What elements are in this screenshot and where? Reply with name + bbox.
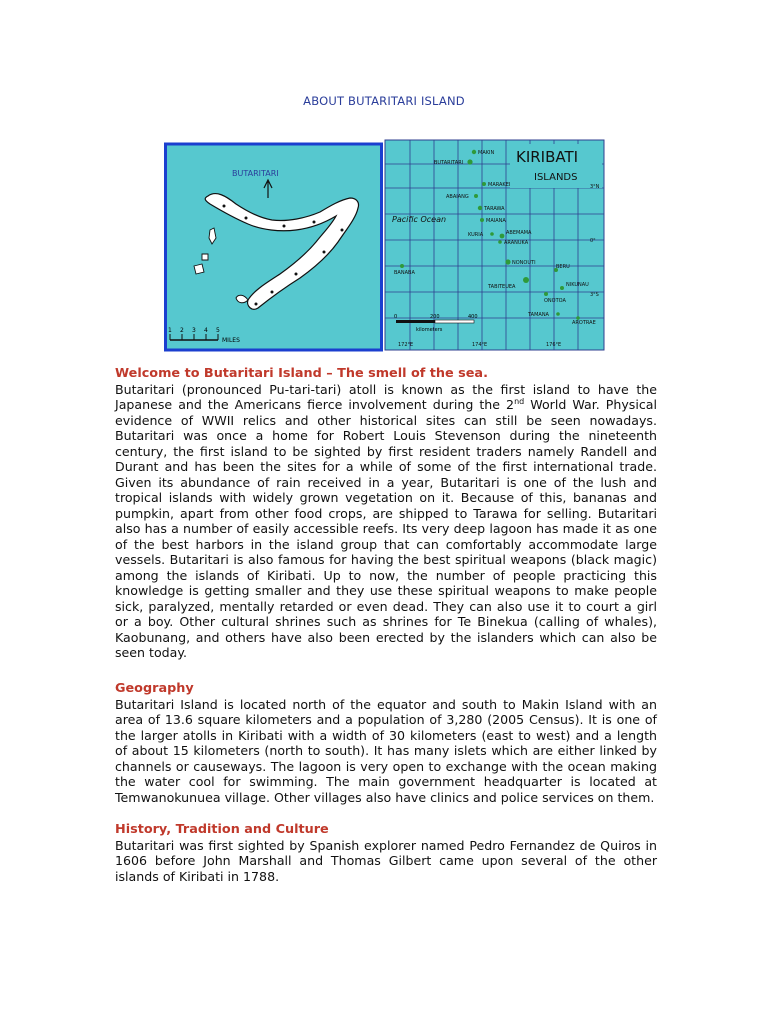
lon-label-176e: 176°E <box>546 342 562 348</box>
section-heading-welcome: Welcome to Butaritari Island – The smell of the sea. <box>115 366 488 381</box>
lat-label-3s: 3°S <box>590 292 599 298</box>
page-title: ABOUT BUTARITARI ISLAND <box>303 94 465 108</box>
scale-tick-2: 2 <box>180 327 184 334</box>
island-label-arorae: AROTRAE <box>572 320 596 326</box>
section-history <box>115 822 657 884</box>
island-label-nikunau: NIKUNAU <box>566 282 589 288</box>
island-map-figure <box>164 138 606 352</box>
island-label-kuria: KURIA <box>468 232 484 238</box>
section-heading-history: History, Tradition and Culture <box>115 822 329 837</box>
km-tick-400: 400 <box>468 314 478 320</box>
scale-tick-5: 5 <box>216 327 220 334</box>
section-body-welcome <box>115 382 657 661</box>
island-label-tarawa: TARAWA <box>484 206 505 212</box>
island-label-banaba: BANABA <box>394 270 415 276</box>
lon-label-172e: 172°E <box>398 342 414 348</box>
welcome-body-part2: World War. Physical evidence of WWII relics and other historical sites can still be seen nowadays. Butaritari was once a home for Robert Louis Stevenson during the nineteenth century, the first island to be sighted by first resident traders namely Randell and Durant and has been the sites for a while of some of the first international trade. Given its abundance of rain received in a year, Butaritari is one of the lush and tropical islands with widely grown vegetation on it. Because of this, bananas and pumpkin, apart from other food crops, are shipped to Tarawa for selling. Butaritari also has a number of easily accessible reefs. Its very deep lagoon has made it as one of the best harbors in the island group that can comfortably accommodate large vessels. Butaritari is also famous for having the best spiritual weapons (black magic) among the islands of Kiribati. Up to now, the number of people practicing this knowledge is getting smaller and they use these spiritual weapons to make people sick, paralyzed, mentally retarded or even dead. They can also use it to court a girl or a boy. Other cultural shrines such as shrines for Te Binekua (calling of whales), Kaobunang, and others have also been erected by the islanders which can also be seen today. <box>115 397 657 660</box>
island-label-abemama: ABEMAMA <box>506 230 532 236</box>
km-unit: kilometers <box>416 327 443 333</box>
island-label-maiana: MAIANA <box>486 218 506 224</box>
island-label-nonouti: NONOUTI <box>512 260 536 266</box>
map-title-kiribati: KIRIBATI <box>516 148 579 166</box>
scale-tick-3: 3 <box>192 327 196 334</box>
scale-unit-miles: MILES <box>222 337 240 344</box>
section-welcome <box>115 366 657 661</box>
butaritari-atoll-map <box>166 144 382 350</box>
lat-label-3n: 3°N <box>590 184 600 190</box>
scale-tick-4: 4 <box>204 327 208 334</box>
island-label-butaritari: BUTARITARI <box>434 160 464 166</box>
island-label-beru: BERU <box>556 264 570 270</box>
ordinal-superscript: nd <box>514 396 525 406</box>
map-label-pacific-ocean: Pacific Ocean <box>392 215 447 224</box>
island-label-abaiang: ABAIANG <box>446 194 469 200</box>
scale-tick-1: 1 <box>168 327 172 334</box>
section-body-history: Butaritari was first sighted by Spanish explorer named Pedro Fernandez de Quiros in 1606 before John Marshall and Thomas Gilbert came upon several of the other islands of Kiribati in 1788. <box>115 837 657 884</box>
map-label-butaritari: BUTARITARI <box>232 169 279 178</box>
island-label-tabiteuea: TABITEUEA <box>488 284 516 290</box>
welcome-body-part1: Butaritari (pronounced Pu-tari-tari) atoll is known as the first island to have the Japanese and the Americans fierce involvement during the 2 <box>115 381 657 412</box>
km-tick-0: 0 <box>394 314 398 320</box>
lat-label-0: 0° <box>590 238 596 244</box>
island-label-makin: MAKIN <box>478 150 495 156</box>
kiribati-islands-map <box>385 140 604 350</box>
section-body-geography: Butaritari Island is located north of the equator and south to Makin Island with an area of 13.6 square kilometers and a population of 3,280 (2005 Census). It is one of the larger atolls in Kiribati with a width of 30 kilometers (east to west) and a length of about 15 kilometers (north to south). It has many islets which are either linked by channels or causeways. The lagoon is very open to exchange with the ocean making the water cool for swimming. The main government headquarter is located at Temwanokunuea village. Other villages also have clinics and police services on them. <box>115 696 657 805</box>
island-label-onotoa: ONOTOA <box>544 298 566 304</box>
island-label-aranuka: ARANUKA <box>504 240 529 246</box>
map-title-islands: ISLANDS <box>534 172 578 183</box>
section-geography <box>115 681 657 805</box>
km-tick-200: 200 <box>430 314 440 320</box>
section-heading-geography: Geography <box>115 681 194 696</box>
lon-label-174e: 174°E <box>472 342 488 348</box>
island-label-marakei: MARAKEI <box>488 182 511 188</box>
island-label-tamana: TAMANA <box>528 312 549 318</box>
